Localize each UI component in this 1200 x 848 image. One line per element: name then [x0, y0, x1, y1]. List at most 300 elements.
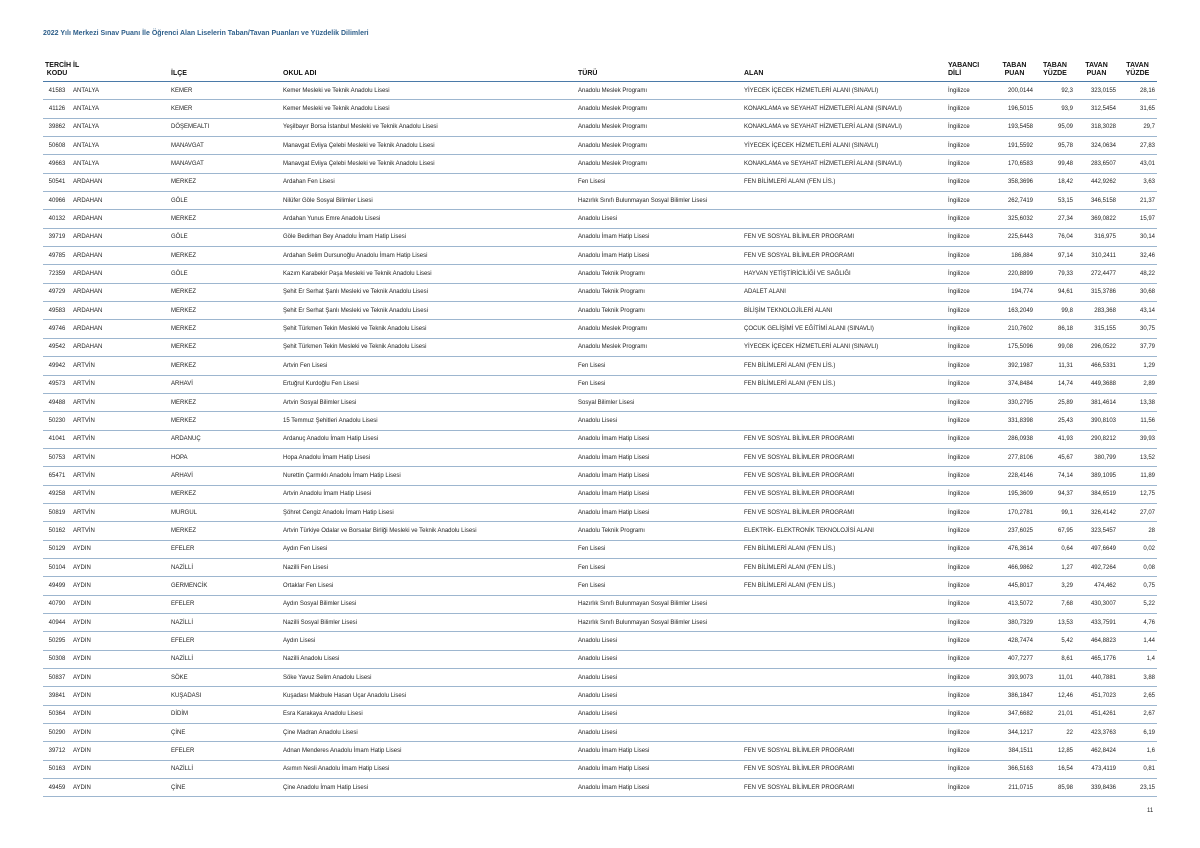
cell-il: ANTALYA — [71, 137, 169, 155]
cell-il: ARDAHAN — [71, 320, 169, 338]
cell-alan: FEN VE SOSYAL BİLİMLER PROGRAMI — [742, 467, 946, 485]
cell-taban-yuzde: 5,42 — [1035, 632, 1075, 650]
cell-taban-yuzde: 11,31 — [1035, 357, 1075, 375]
cell-tavan-puan: 312,5454 — [1075, 100, 1118, 118]
cell-taban-puan: 380,7329 — [994, 613, 1035, 631]
table-row — [43, 595, 1157, 613]
cell-okul: Hopa Anadolu İmam Hatip Lisesi — [281, 448, 576, 466]
cell-tavan-puan: 346,5158 — [1075, 192, 1118, 210]
cell-tavan-puan: 272,4477 — [1075, 265, 1118, 283]
cell-tavan-yuzde: 0,02 — [1118, 540, 1157, 558]
cell-tavan-yuzde: 27,83 — [1118, 137, 1157, 155]
cell-tavan-yuzde: 2,89 — [1118, 375, 1157, 393]
page-number: 11 — [1147, 808, 1154, 814]
table-row — [43, 779, 1157, 797]
cell-taban-yuzde: 94,61 — [1035, 283, 1075, 301]
cell-alan: FEN BİLİMLERİ ALANI (FEN LİS.) — [742, 173, 946, 191]
cell-taban-yuzde: 27,34 — [1035, 210, 1075, 228]
cell-tavan-yuzde: 6,19 — [1118, 724, 1157, 742]
cell-alan: ÇOCUK GELİŞİMİ VE EĞİTİMİ ALANI (SINAVLI) — [742, 320, 946, 338]
cell-okul: Artvin Türkiye Odalar ve Borsalar Birliği Mesleki ve Teknik Anadolu Lisesi — [281, 522, 576, 540]
table-row — [43, 393, 1157, 411]
cell-turu: Anadolu Lisesi — [576, 210, 742, 228]
cell-alan — [742, 687, 946, 705]
cell-alan: YİYECEK İÇECEK HİZMETLERİ ALANI (SINAVLI) — [742, 338, 946, 356]
cell-turu: Anadolu Teknik Programı — [576, 265, 742, 283]
cell-ilce: MANAVGAT — [169, 155, 281, 173]
cell-okul: Şehit Türkmen Tekin Mesleki ve Teknik Anadolu Lisesi — [281, 338, 576, 356]
cell-turu: Fen Lisesi — [576, 577, 742, 595]
cell-il: ANTALYA — [71, 82, 169, 100]
cell-tavan-puan: 466,5331 — [1075, 357, 1118, 375]
table-row — [43, 742, 1157, 760]
cell-dil: İngilizce — [946, 155, 994, 173]
cell-dil: İngilizce — [946, 760, 994, 778]
cell-ilce: GERMENCİK — [169, 577, 281, 595]
cell-tavan-yuzde: 3,63 — [1118, 173, 1157, 191]
cell-okul: Nazilli Fen Lisesi — [281, 558, 576, 576]
cell-ilce: MERKEZ — [169, 320, 281, 338]
cell-il: AYDIN — [71, 669, 169, 687]
cell-okul: Nazilli Sosyal Bilimler Lisesi — [281, 613, 576, 631]
cell-alan: FEN VE SOSYAL BİLİMLER PROGRAMI — [742, 448, 946, 466]
cell-kod: 50608 — [43, 137, 71, 155]
cell-taban-puan: 445,8017 — [994, 577, 1035, 595]
header-dil: YABANCI DİLİ — [946, 52, 994, 82]
cell-dil: İngilizce — [946, 669, 994, 687]
cell-turu: Anadolu İmam Hatip Lisesi — [576, 760, 742, 778]
cell-ilce: NAZİLLİ — [169, 760, 281, 778]
table-row — [43, 503, 1157, 521]
cell-turu: Anadolu İmam Hatip Lisesi — [576, 742, 742, 760]
cell-tavan-puan: 315,155 — [1075, 320, 1118, 338]
cell-turu: Anadolu Lisesi — [576, 412, 742, 430]
cell-ilce: SÖKE — [169, 669, 281, 687]
cell-taban-yuzde: 45,67 — [1035, 448, 1075, 466]
cell-il: AYDIN — [71, 724, 169, 742]
header-ilce: İLÇE — [169, 52, 281, 82]
cell-tavan-puan: 492,7264 — [1075, 558, 1118, 576]
cell-tavan-yuzde: 43,01 — [1118, 155, 1157, 173]
cell-dil: İngilizce — [946, 375, 994, 393]
cell-kod: 50819 — [43, 503, 71, 521]
cell-tavan-yuzde: 37,79 — [1118, 338, 1157, 356]
cell-ilce: NAZİLLİ — [169, 650, 281, 668]
cell-turu: Anadolu Lisesi — [576, 724, 742, 742]
cell-ilce: EFELER — [169, 632, 281, 650]
cell-taban-yuzde: 99,8 — [1035, 302, 1075, 320]
cell-taban-puan: 466,9862 — [994, 558, 1035, 576]
cell-tavan-puan: 283,368 — [1075, 302, 1118, 320]
cell-taban-yuzde: 11,01 — [1035, 669, 1075, 687]
cell-il: AYDIN — [71, 760, 169, 778]
cell-kod: 50364 — [43, 705, 71, 723]
cell-alan: YİYECEK İÇECEK HİZMETLERİ ALANI (SINAVLI) — [742, 137, 946, 155]
cell-turu: Fen Lisesi — [576, 540, 742, 558]
table-row — [43, 540, 1157, 558]
cell-alan: FEN BİLİMLERİ ALANI (FEN LİS.) — [742, 540, 946, 558]
cell-il: AYDIN — [71, 742, 169, 760]
cell-taban-puan: 286,0938 — [994, 430, 1035, 448]
header-tavan-puan: TAVAN PUAN — [1075, 52, 1118, 82]
cell-okul: Ertuğrul Kurdoğlu Fen Lisesi — [281, 375, 576, 393]
cell-il: ANTALYA — [71, 118, 169, 136]
cell-ilce: ÇİNE — [169, 779, 281, 797]
cell-il: ARTVİN — [71, 430, 169, 448]
cell-dil: İngilizce — [946, 485, 994, 503]
cell-taban-yuzde: 99,08 — [1035, 338, 1075, 356]
cell-taban-yuzde: 95,78 — [1035, 137, 1075, 155]
cell-il: ANTALYA — [71, 100, 169, 118]
cell-il: ARTVİN — [71, 522, 169, 540]
cell-taban-yuzde: 3,29 — [1035, 577, 1075, 595]
cell-turu: Anadolu Lisesi — [576, 632, 742, 650]
cell-tavan-puan: 290,8212 — [1075, 430, 1118, 448]
cell-kod: 39841 — [43, 687, 71, 705]
cell-kod: 49785 — [43, 247, 71, 265]
cell-okul: Söke Yavuz Selim Anadolu Lisesi — [281, 669, 576, 687]
cell-taban-puan: 195,3609 — [994, 485, 1035, 503]
cell-il: ARTVİN — [71, 357, 169, 375]
cell-tavan-yuzde: 29,7 — [1118, 118, 1157, 136]
cell-dil: İngilizce — [946, 210, 994, 228]
table-row — [43, 522, 1157, 540]
cell-tavan-yuzde: 1,4 — [1118, 650, 1157, 668]
cell-tavan-yuzde: 12,75 — [1118, 485, 1157, 503]
cell-tavan-yuzde: 13,38 — [1118, 393, 1157, 411]
cell-alan: FEN VE SOSYAL BİLİMLER PROGRAMI — [742, 247, 946, 265]
cell-tavan-puan: 318,3028 — [1075, 118, 1118, 136]
cell-dil: İngilizce — [946, 302, 994, 320]
table-row — [43, 650, 1157, 668]
cell-il: ANTALYA — [71, 155, 169, 173]
cell-okul: Manavgat Evliya Çelebi Mesleki ve Teknik Anadolu Lisesi — [281, 137, 576, 155]
cell-okul: Şehit Türkmen Tekin Mesleki ve Teknik Anadolu Lisesi — [281, 320, 576, 338]
cell-turu: Anadolu Meslek Programı — [576, 100, 742, 118]
cell-turu: Fen Lisesi — [576, 558, 742, 576]
cell-turu: Anadolu Meslek Programı — [576, 320, 742, 338]
cell-ilce: ARHAVİ — [169, 467, 281, 485]
cell-kod: 50541 — [43, 173, 71, 191]
header-tavan-yuzde: TAVAN YÜZDE — [1118, 52, 1157, 82]
table-row — [43, 320, 1157, 338]
cell-tavan-yuzde: 0,81 — [1118, 760, 1157, 778]
cell-alan: FEN VE SOSYAL BİLİMLER PROGRAMI — [742, 760, 946, 778]
cell-okul: Kuşadası Makbule Hasan Uçar Anadolu Lisesi — [281, 687, 576, 705]
cell-dil: İngilizce — [946, 412, 994, 430]
cell-kod: 49573 — [43, 375, 71, 393]
header-il: İL — [71, 52, 169, 82]
cell-il: ARDAHAN — [71, 210, 169, 228]
cell-taban-puan: 366,5163 — [994, 760, 1035, 778]
cell-ilce: MERKEZ — [169, 412, 281, 430]
cell-kod: 65471 — [43, 467, 71, 485]
cell-tavan-yuzde: 13,52 — [1118, 448, 1157, 466]
cell-tavan-yuzde: 31,65 — [1118, 100, 1157, 118]
cell-dil: İngilizce — [946, 558, 994, 576]
cell-alan: FEN VE SOSYAL BİLİMLER PROGRAMI — [742, 779, 946, 797]
cell-taban-yuzde: 99,48 — [1035, 155, 1075, 173]
cell-turu: Hazırlık Sınıfı Bulunmayan Sosyal Bilimler Lisesi — [576, 192, 742, 210]
header-taban-puan: TABAN PUAN — [994, 52, 1035, 82]
cell-dil: İngilizce — [946, 577, 994, 595]
cell-ilce: NAZİLLİ — [169, 558, 281, 576]
cell-okul: Kazım Karabekir Paşa Mesleki ve Teknik Anadolu Lisesi — [281, 265, 576, 283]
cell-alan: FEN BİLİMLERİ ALANI (FEN LİS.) — [742, 558, 946, 576]
cell-ilce: KEMER — [169, 100, 281, 118]
cell-kod: 39719 — [43, 228, 71, 246]
cell-taban-yuzde: 92,3 — [1035, 82, 1075, 100]
cell-taban-puan: 196,5015 — [994, 100, 1035, 118]
cell-ilce: GÖLE — [169, 192, 281, 210]
cell-taban-puan: 163,2049 — [994, 302, 1035, 320]
cell-kod: 49942 — [43, 357, 71, 375]
header-kod: TERCİH KODU — [43, 52, 71, 82]
cell-dil: İngilizce — [946, 687, 994, 705]
table-row — [43, 448, 1157, 466]
cell-taban-yuzde: 18,42 — [1035, 173, 1075, 191]
cell-il: ARTVİN — [71, 485, 169, 503]
cell-taban-yuzde: 97,14 — [1035, 247, 1075, 265]
table-row — [43, 173, 1157, 191]
cell-dil: İngilizce — [946, 118, 994, 136]
cell-tavan-yuzde: 30,75 — [1118, 320, 1157, 338]
cell-ilce: DİDİM — [169, 705, 281, 723]
cell-kod: 49499 — [43, 577, 71, 595]
table-row — [43, 705, 1157, 723]
cell-tavan-yuzde: 48,22 — [1118, 265, 1157, 283]
cell-taban-yuzde: 0,64 — [1035, 540, 1075, 558]
cell-kod: 72359 — [43, 265, 71, 283]
cell-dil: İngilizce — [946, 265, 994, 283]
cell-tavan-yuzde: 3,88 — [1118, 669, 1157, 687]
cell-tavan-puan: 464,8823 — [1075, 632, 1118, 650]
cell-il: AYDIN — [71, 577, 169, 595]
cell-dil: İngilizce — [946, 82, 994, 100]
cell-kod: 50129 — [43, 540, 71, 558]
cell-okul: 15 Temmuz Şehitleri Anadolu Lisesi — [281, 412, 576, 430]
cell-kod: 50163 — [43, 760, 71, 778]
cell-il: AYDIN — [71, 613, 169, 631]
cell-tavan-puan: 389,1095 — [1075, 467, 1118, 485]
cell-alan — [742, 632, 946, 650]
cell-ilce: GÖLE — [169, 265, 281, 283]
cell-il: ARTVİN — [71, 412, 169, 430]
table-row — [43, 247, 1157, 265]
cell-tavan-yuzde: 32,46 — [1118, 247, 1157, 265]
cell-dil: İngilizce — [946, 338, 994, 356]
cell-alan: FEN BİLİMLERİ ALANI (FEN LİS.) — [742, 357, 946, 375]
cell-il: AYDIN — [71, 650, 169, 668]
cell-tavan-yuzde: 15,97 — [1118, 210, 1157, 228]
cell-tavan-puan: 380,799 — [1075, 448, 1118, 466]
cell-taban-yuzde: 67,95 — [1035, 522, 1075, 540]
cell-ilce: MURGUL — [169, 503, 281, 521]
cell-tavan-puan: 381,4614 — [1075, 393, 1118, 411]
cell-dil: İngilizce — [946, 613, 994, 631]
cell-tavan-puan: 310,2411 — [1075, 247, 1118, 265]
cell-okul: Nazilli Anadolu Lisesi — [281, 650, 576, 668]
cell-okul: Artvin Anadolu İmam Hatip Lisesi — [281, 485, 576, 503]
cell-ilce: ARDANUÇ — [169, 430, 281, 448]
cell-dil: İngilizce — [946, 540, 994, 558]
cell-ilce: MERKEZ — [169, 247, 281, 265]
cell-turu: Anadolu İmam Hatip Lisesi — [576, 779, 742, 797]
cell-tavan-yuzde: 11,56 — [1118, 412, 1157, 430]
cell-ilce: MANAVGAT — [169, 137, 281, 155]
cell-alan: FEN VE SOSYAL BİLİMLER PROGRAMI — [742, 503, 946, 521]
cell-okul: Çine Anadolu İmam Hatip Lisesi — [281, 779, 576, 797]
cell-turu: Anadolu Teknik Programı — [576, 302, 742, 320]
cell-tavan-puan: 465,1776 — [1075, 650, 1118, 668]
cell-taban-yuzde: 93,9 — [1035, 100, 1075, 118]
cell-ilce: MERKEZ — [169, 522, 281, 540]
cell-kod: 49488 — [43, 393, 71, 411]
cell-alan: FEN VE SOSYAL BİLİMLER PROGRAMI — [742, 485, 946, 503]
cell-dil: İngilizce — [946, 705, 994, 723]
cell-ilce: HOPA — [169, 448, 281, 466]
table-row — [43, 155, 1157, 173]
cell-turu: Anadolu İmam Hatip Lisesi — [576, 485, 742, 503]
cell-taban-yuzde: 1,27 — [1035, 558, 1075, 576]
cell-tavan-puan: 323,0155 — [1075, 82, 1118, 100]
header-taban-yuzde: TABAN YÜZDE — [1035, 52, 1075, 82]
header-alan: ALAN — [742, 52, 946, 82]
cell-tavan-puan: 473,4119 — [1075, 760, 1118, 778]
cell-dil: İngilizce — [946, 228, 994, 246]
cell-kod: 50295 — [43, 632, 71, 650]
table-row — [43, 485, 1157, 503]
table-row — [43, 724, 1157, 742]
cell-taban-puan: 225,6443 — [994, 228, 1035, 246]
cell-taban-yuzde: 76,04 — [1035, 228, 1075, 246]
cell-tavan-yuzde: 28 — [1118, 522, 1157, 540]
cell-okul: Çine Madran Anadolu Lisesi — [281, 724, 576, 742]
cell-taban-puan: 186,884 — [994, 247, 1035, 265]
cell-ilce: NAZİLLİ — [169, 613, 281, 631]
cell-il: ARDAHAN — [71, 302, 169, 320]
cell-turu: Hazırlık Sınıfı Bulunmayan Sosyal Bilimler Lisesi — [576, 595, 742, 613]
cell-taban-yuzde: 53,15 — [1035, 192, 1075, 210]
cell-tavan-puan: 326,4142 — [1075, 503, 1118, 521]
cell-dil: İngilizce — [946, 283, 994, 301]
cell-taban-yuzde: 94,37 — [1035, 485, 1075, 503]
cell-tavan-yuzde: 1,6 — [1118, 742, 1157, 760]
cell-turu: Anadolu İmam Hatip Lisesi — [576, 247, 742, 265]
cell-il: ARTVİN — [71, 393, 169, 411]
cell-taban-yuzde: 74,14 — [1035, 467, 1075, 485]
cell-turu: Anadolu Meslek Programı — [576, 338, 742, 356]
cell-alan — [742, 705, 946, 723]
cell-taban-puan: 476,3614 — [994, 540, 1035, 558]
cell-kod: 49746 — [43, 320, 71, 338]
cell-tavan-puan: 451,7023 — [1075, 687, 1118, 705]
cell-kod: 49663 — [43, 155, 71, 173]
cell-kod: 50308 — [43, 650, 71, 668]
cell-taban-puan: 191,5592 — [994, 137, 1035, 155]
cell-alan: KONAKLAMA ve SEYAHAT HİZMETLERİ ALANI (SINAVLI) — [742, 155, 946, 173]
cell-kod: 50290 — [43, 724, 71, 742]
cell-turu: Anadolu Meslek Programı — [576, 118, 742, 136]
cell-tavan-yuzde: 30,68 — [1118, 283, 1157, 301]
cell-ilce: MERKEZ — [169, 173, 281, 191]
table-row — [43, 302, 1157, 320]
cell-alan — [742, 412, 946, 430]
cell-taban-puan: 200,0144 — [994, 82, 1035, 100]
cell-taban-yuzde: 95,09 — [1035, 118, 1075, 136]
cell-ilce: GÖLE — [169, 228, 281, 246]
cell-tavan-yuzde: 21,37 — [1118, 192, 1157, 210]
table-row — [43, 669, 1157, 687]
cell-il: ARDAHAN — [71, 265, 169, 283]
cell-turu: Anadolu Lisesi — [576, 705, 742, 723]
cell-alan — [742, 210, 946, 228]
cell-alan: FEN BİLİMLERİ ALANI (FEN LİS.) — [742, 375, 946, 393]
cell-taban-puan: 392,1987 — [994, 357, 1035, 375]
cell-tavan-puan: 390,8103 — [1075, 412, 1118, 430]
cell-taban-puan: 374,8484 — [994, 375, 1035, 393]
cell-taban-yuzde: 21,01 — [1035, 705, 1075, 723]
cell-il: AYDIN — [71, 540, 169, 558]
cell-dil: İngilizce — [946, 632, 994, 650]
cell-turu: Anadolu İmam Hatip Lisesi — [576, 430, 742, 448]
table-row — [43, 375, 1157, 393]
table-row — [43, 100, 1157, 118]
cell-taban-puan: 210,7602 — [994, 320, 1035, 338]
cell-taban-puan: 237,6025 — [994, 522, 1035, 540]
header-turu: TÜRÜ — [576, 52, 742, 82]
cell-dil: İngilizce — [946, 192, 994, 210]
cell-tavan-yuzde: 28,16 — [1118, 82, 1157, 100]
cell-dil: İngilizce — [946, 137, 994, 155]
cell-okul: Ardahan Yunus Emre Anadolu Lisesi — [281, 210, 576, 228]
cell-il: AYDIN — [71, 632, 169, 650]
cell-taban-puan: 407,7277 — [994, 650, 1035, 668]
cell-kod: 39712 — [43, 742, 71, 760]
cell-ilce: MERKEZ — [169, 210, 281, 228]
cell-alan: ADALET ALANI — [742, 283, 946, 301]
cell-taban-puan: 262,7419 — [994, 192, 1035, 210]
cell-tavan-puan: 296,0522 — [1075, 338, 1118, 356]
cell-alan — [742, 650, 946, 668]
cell-taban-puan: 277,8106 — [994, 448, 1035, 466]
cell-taban-yuzde: 7,68 — [1035, 595, 1075, 613]
cell-turu: Anadolu Meslek Programı — [576, 155, 742, 173]
cell-tavan-puan: 283,6507 — [1075, 155, 1118, 173]
cell-taban-yuzde: 25,89 — [1035, 393, 1075, 411]
cell-il: ARDAHAN — [71, 192, 169, 210]
cell-okul: Nurettin Çarmıklı Anadolu İmam Hatip Lisesi — [281, 467, 576, 485]
cell-taban-yuzde: 22 — [1035, 724, 1075, 742]
cell-tavan-yuzde: 23,15 — [1118, 779, 1157, 797]
cell-okul: Kemer Mesleki ve Teknik Anadolu Lisesi — [281, 100, 576, 118]
cell-kod: 50230 — [43, 412, 71, 430]
cell-turu: Anadolu İmam Hatip Lisesi — [576, 467, 742, 485]
cell-alan — [742, 393, 946, 411]
cell-taban-puan: 413,5072 — [994, 595, 1035, 613]
cell-turu: Anadolu Meslek Programı — [576, 137, 742, 155]
cell-ilce: KUŞADASI — [169, 687, 281, 705]
cell-okul: Şehit Er Serhat Şanlı Mesleki ve Teknik Anadolu Lisesi — [281, 283, 576, 301]
cell-tavan-puan: 462,8424 — [1075, 742, 1118, 760]
page-title: 2022 Yılı Merkezi Sınav Puanı İle Öğrenci Alan Liselerin Taban/Tavan Puanları ve Yüzdelik Dilimleri — [43, 30, 369, 37]
cell-turu: Anadolu Lisesi — [576, 687, 742, 705]
cell-okul: Ardahan Selim Dursunoğlu Anadolu İmam Hatip Lisesi — [281, 247, 576, 265]
cell-tavan-puan: 323,5457 — [1075, 522, 1118, 540]
cell-kod: 50837 — [43, 669, 71, 687]
cell-alan — [742, 724, 946, 742]
table-header-row — [43, 52, 1157, 82]
